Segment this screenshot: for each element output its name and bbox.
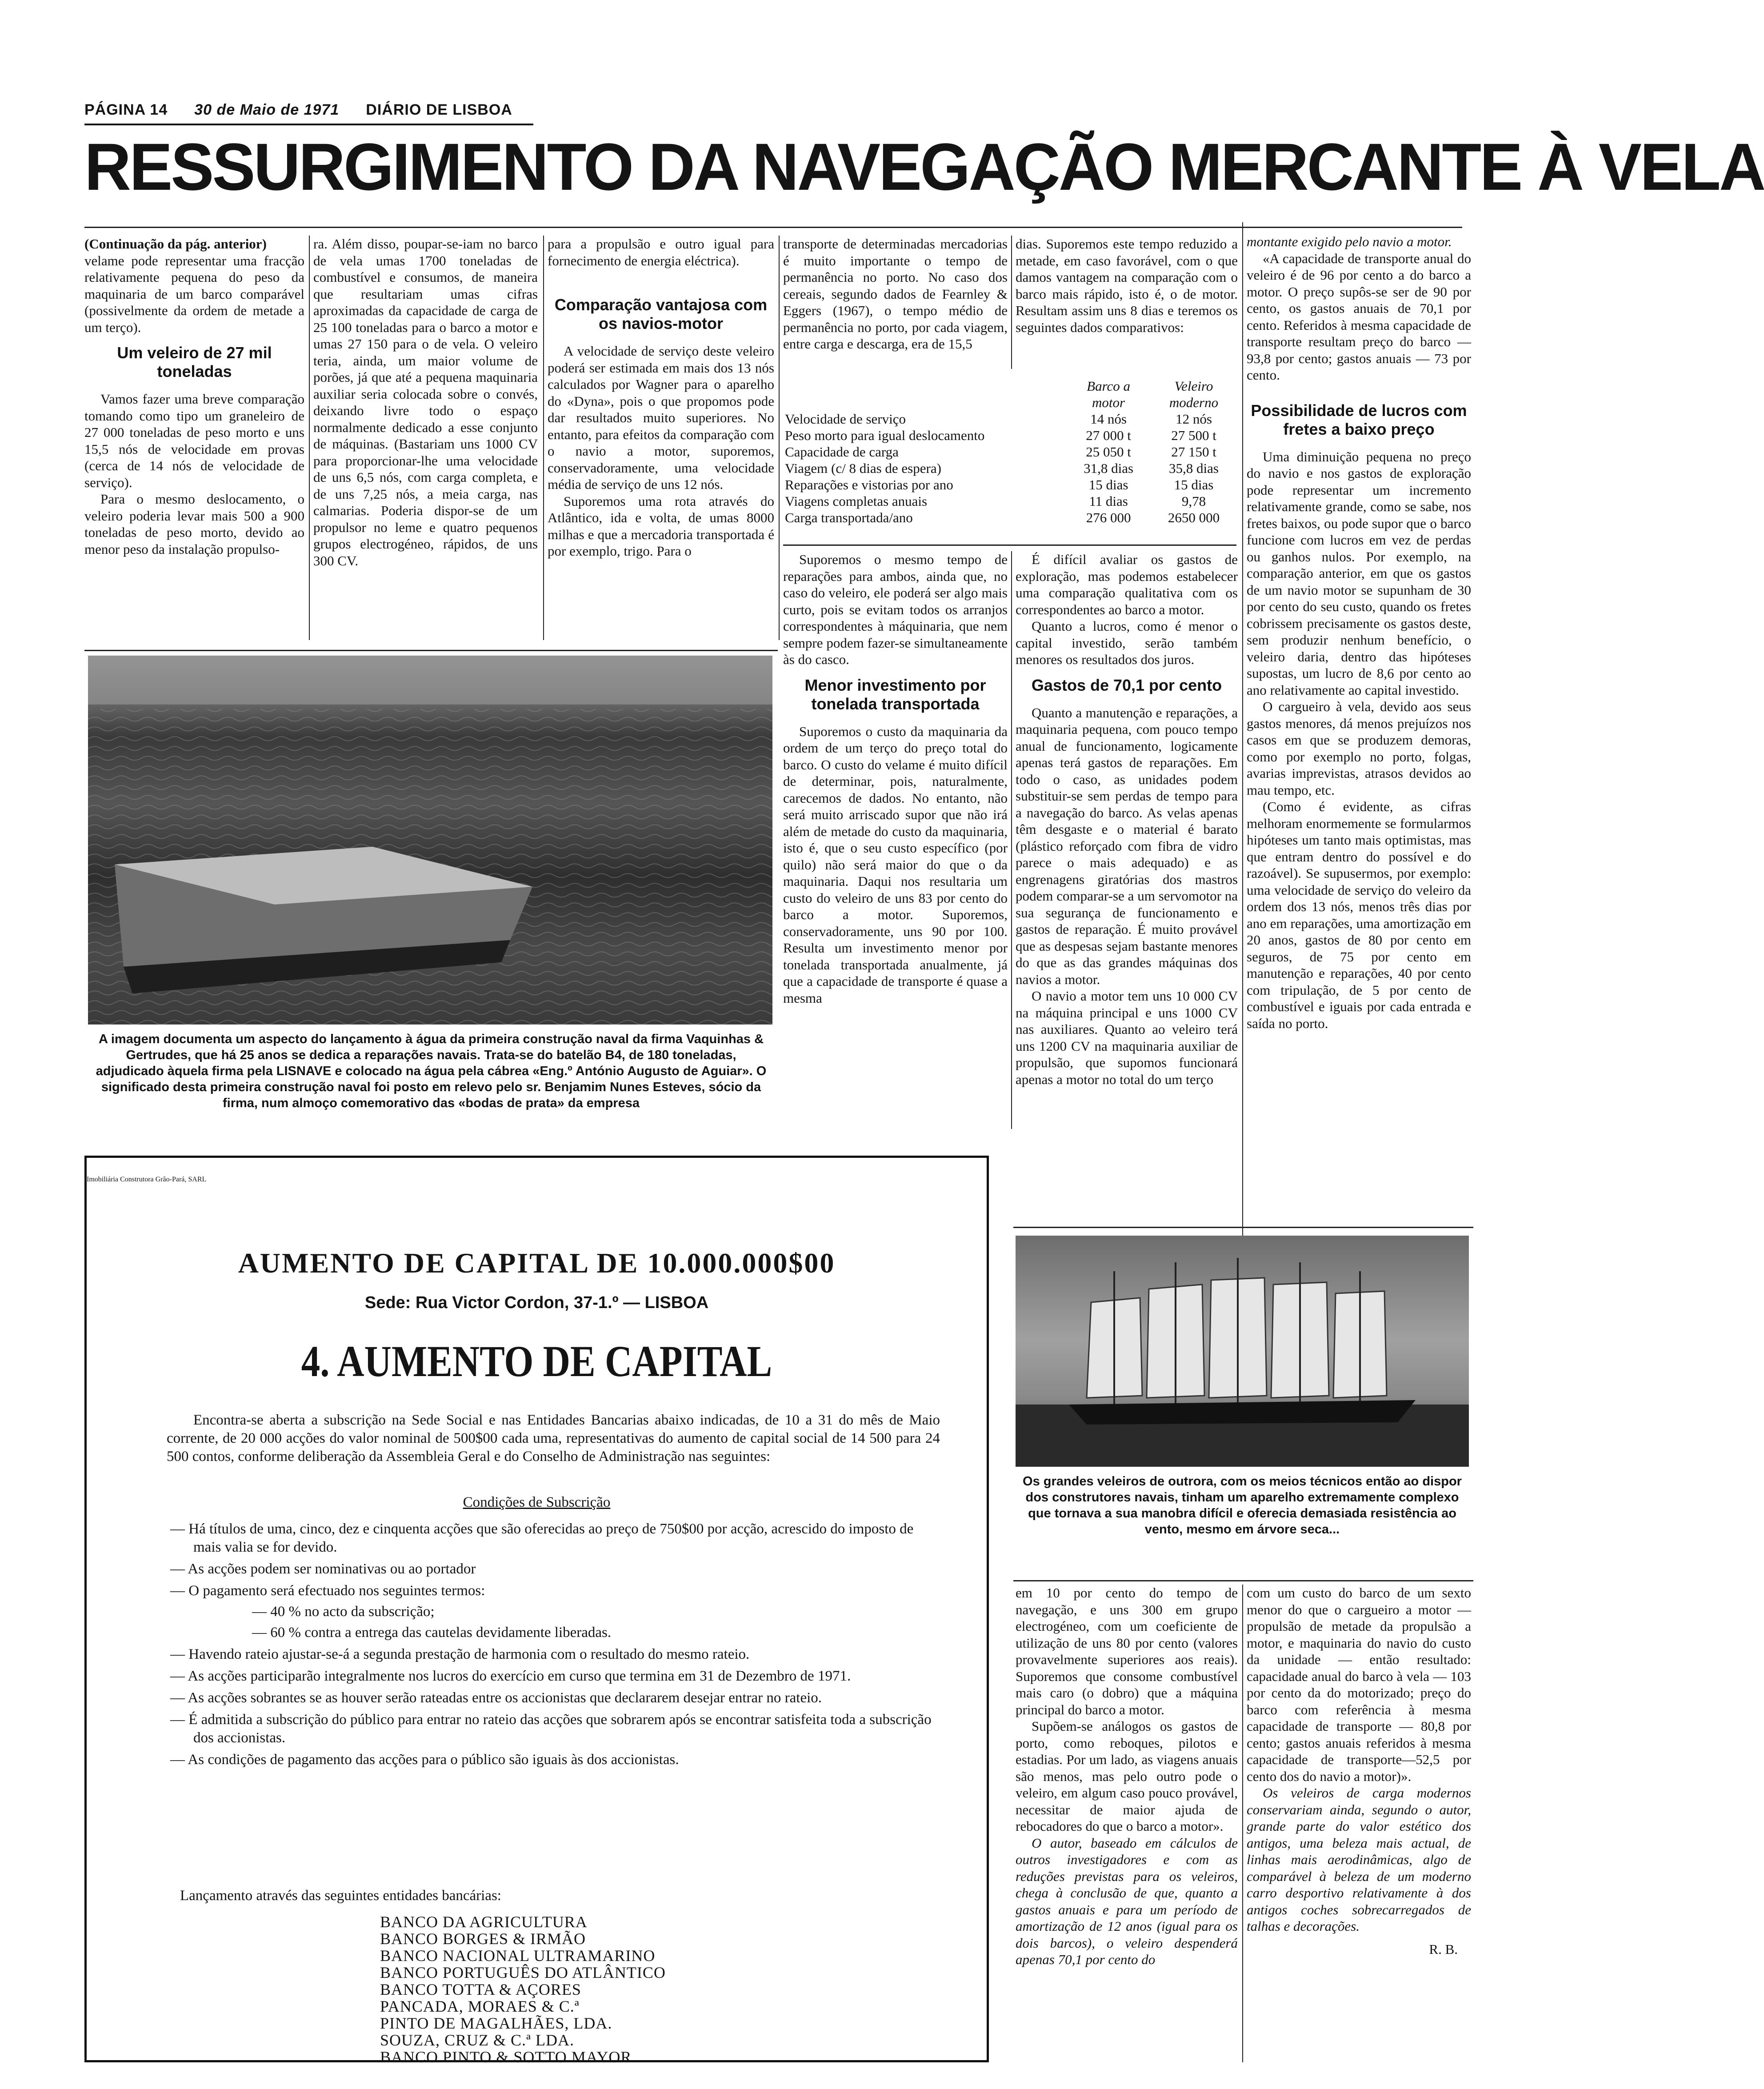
paragraph: «A capacidade de transporte anual do veleiro é de 96 por cento a do barco a motor. O preço supôs-se ser de 90 por cento, os gastos anuais de 70,1 por cento. Referidos à mesma capacidade de transporte resultam preço do barco — 93,8 por cento; gastos anuais — 73 por cento. bbox=[1247, 250, 1471, 383]
table-rule bbox=[783, 544, 1236, 546]
ad-conditions-heading: Condições de Subscrição bbox=[463, 1494, 611, 1510]
article-column-7 bbox=[783, 551, 1008, 1129]
table-cell: 11 dias bbox=[1089, 493, 1128, 509]
ad-condition: — As acções podem ser nominativas ou ao portador bbox=[170, 1561, 476, 1577]
paragraph: com um custo do barco de um sexto menor do que o cargueiro a motor — propulsão de metade da propulsão a motor, e maquinaria do navio do custo da unidade — então resultado: capacidade anual do barco à vela — 103 por cento da do motorizado; preço do barco com referência à mesma capacidade de transporte — 80,8 por cento; gastos anuais referidos à mesma capacidade de transporte—52,5 por cento dos do navio a motor)». bbox=[1247, 1585, 1471, 1784]
bank-name: PANCADA, MORAES & C.ª bbox=[380, 1997, 580, 2015]
table-row bbox=[783, 509, 1236, 526]
table-cell: 15 dias bbox=[1174, 477, 1214, 492]
photo-rule bbox=[84, 650, 778, 651]
table-row bbox=[783, 444, 1236, 460]
column-rule bbox=[779, 236, 780, 640]
subheading: Menor investimento por tonelada transportada bbox=[804, 676, 986, 713]
paragraph: montante exigido pelo navio a motor. bbox=[1247, 234, 1452, 249]
bank-name: BANCO BORGES & IRMÃO bbox=[380, 1930, 586, 1948]
photo-rule bbox=[1013, 1580, 1473, 1581]
table-label: Viagem (c/ 8 dias de espera) bbox=[785, 460, 941, 476]
table-label: Reparações e vistorias por ano bbox=[785, 477, 953, 492]
continuation-note: (Continuação da pág. anterior) bbox=[84, 236, 267, 252]
paragraph: para a propulsão e outro igual para fornecimento de energia eléctrica). bbox=[548, 236, 774, 268]
article-column-8 bbox=[1016, 551, 1238, 1209]
table-cell: 35,8 dias bbox=[1169, 460, 1219, 476]
table-label: Viagens completas anuais bbox=[785, 493, 928, 509]
table-row bbox=[783, 493, 1236, 509]
ad-subcondition: — 60 % contra a entrega das cautelas devidamente liberadas. bbox=[252, 1625, 612, 1641]
photo-caption: Os grandes veleiros de outrora, com os meios técnicos então ao dispor dos construtores navais, tinham um aparelho extremamente complexo que tornava a sua manobra difícil e oferecia demasiada resistência ao vento, mesmo em árvore seca... bbox=[1023, 1474, 1462, 1537]
paragraph: Os veleiros de carga modernos conservariam ainda, segundo o autor, grande parte do valor estético dos antigos, uma beleza mais actual, de linhas mais aerodinâmicas, algo de comparável à beleza de um moderno carro desportivo relativamente à dos antigos coches sobrecarregados de talhas e decorações. bbox=[1247, 1785, 1471, 1934]
bank-name: SOUZA, CRUZ & C.ª LDA. bbox=[380, 2031, 574, 2049]
page-header bbox=[84, 101, 539, 119]
table-cell: 31,8 dias bbox=[1084, 460, 1134, 476]
bank-name: BANCO PORTUGUÊS DO ATLÂNTICO bbox=[380, 1964, 666, 1981]
paragraph: O autor, baseado em cálculos de outros investigadores e com as reduções previstas para os veleiros, chega à conclusão de que, quanto a gastos anuais e para um período de amortização de 12 anos (igual para os dois barcos), o veleiro despenderá apenas 70,1 por cento do bbox=[1016, 1835, 1238, 1967]
comparison-table bbox=[783, 378, 1236, 526]
ad-condition: — As condições de pagamento das acções para o público são iguais às dos accionistas. bbox=[170, 1752, 679, 1768]
ad-subtitle: AUMENTO DE CAPITAL DE 10.000.000$00 bbox=[238, 1247, 836, 1279]
ad-banks-intro: Lançamento através das seguintes entidades bancárias: bbox=[180, 1888, 501, 1904]
table-row bbox=[783, 411, 1236, 427]
paragraph: O cargueiro à vela, devido aos seus gastos menores, dá menos prejuízos nos casos em que se produzem demoras, como por exemplo no porto, folgas, avarias imprevistas, atrasos devidos ao mau tempo, etc. bbox=[1247, 699, 1471, 798]
paragraph: (Como é evidente, as cifras melhoram enormemente se formularmos hipóteses um tanto mais optimistas, mas que entram dentro do possível e do razoável). Se supusermos, por exemplo: uma velocidade de serviço do veleiro da ordem dos 13 nós, menos três dias por ano em reparações, uma amortização em 20 anos, gastos de 80 por cento em seguros, de 75 por cento em manutenção e reparações, 40 por cento com tripulação, de 5 por cento de combustível e iguais por cada entrada e saída no porto. bbox=[1247, 799, 1471, 1031]
subheading: Um veleiro de 27 mil toneladas bbox=[117, 344, 272, 380]
paragraph: Suporemos o custo da maquinaria da ordem de um terço do preço total do barco. O custo do velame é muito difícil de determinar, pois, naturalmente, carecemos de dados. No entanto, não será muito arriscado supor que não irá além de metade do custo da maquinaria, isto é, que o seu custo específico (por quilo) não será maior do que o da maquinaria. Daqui nos resultaria um custo do veleiro de uns 83 por cento do barco a motor. Suporemos, conservadoramente, uns 90 por 100. Resulta um investimento menor por tonelada transportada anualmente, já que a capacidade de transporte é quase a mesma bbox=[783, 723, 1008, 1006]
photo-rule bbox=[1013, 1227, 1473, 1228]
ad-condition: — É admitida a subscrição do público para entrar no rateio das acções que sobrarem após se encontrar satisfeita toda a subscrição dos accionistas. bbox=[170, 1712, 932, 1746]
photo-caption: A imagem documenta um aspecto do lançamento à água da primeira construção naval da firma Vaquinhas & Gertrudes, que há 25 anos se dedica a reparações navais. Trata-se do batelão B4, de 180 toneladas, adjudicado àquela firma pela LISNAVE e colocado na água pela cábrea «Eng.º António Augusto de Aguiar». O significado desta primeira construção naval foi posto em relevo pelo sr. Benjamim Nunes Esteves, sócio da firma, num almoço comemorativo das «bodas de prata» da empresa bbox=[96, 1032, 767, 1110]
newspaper-name: DIÁRIO DE LISBOA bbox=[366, 101, 512, 118]
table-header-motor: Barco a motor bbox=[1087, 378, 1130, 410]
paragraph: Supõem-se análogos os gastos de porto, como reboques, pilotos e estadias. Por um lado, as viagens anuais são menos, mas pelo outro pode o veleiro, em algum caso pouco provável, necessitar de maior ajuda de rebocadores do que o barco a motor». bbox=[1016, 1718, 1238, 1834]
ad-condition: — Há títulos de uma, cinco, dez e cinquenta acções que são oferecidas ao preço de 750$00 por acção, acrescido do imposto de mais valia se for devido. bbox=[170, 1521, 914, 1555]
article-column-5 bbox=[1016, 236, 1238, 373]
headline: RESSURGIMENTO DA NAVEGAÇÃO MERCANTE À VELA bbox=[84, 129, 1764, 204]
photo-sailing-ship bbox=[1016, 1236, 1469, 1467]
ad-condition: — Havendo rateio ajustar-se-á a segunda prestação de harmonia com o resultado do mesmo rateio. bbox=[170, 1646, 750, 1662]
bank-name: PINTO DE MAGALHÃES, LDA. bbox=[380, 2014, 612, 2032]
ad-bank-list bbox=[380, 1913, 824, 2065]
paragraph: Suporemos uma rota através do Atlântico, ida e volta, de umas 8000 milhas e que a mercadoria transportada é por exemplo, trigo. Para o bbox=[548, 493, 774, 559]
table-label: Velocidade de serviço bbox=[785, 411, 906, 427]
ad-condition: — As acções participarão integralmente nos lucros do exercício em curso que termina em 31 de Dezembro de 1971. bbox=[170, 1668, 851, 1684]
ad-subcondition: — 40 % no acto da subscrição; bbox=[252, 1604, 435, 1620]
bank-name: BANCO NACIONAL ULTRAMARINO bbox=[380, 1947, 656, 1965]
column-rule bbox=[1011, 236, 1012, 369]
table-row bbox=[783, 460, 1236, 476]
column-rule bbox=[309, 236, 310, 640]
column-rule bbox=[1242, 1585, 1243, 2062]
bank-name: BANCO DA AGRICULTURA bbox=[380, 1913, 588, 1931]
headline-rule bbox=[84, 227, 1462, 228]
table-cell: 27 000 t bbox=[1086, 428, 1131, 443]
article-column-2 bbox=[313, 236, 538, 644]
subheading: Comparação vantajosa com os navios-motor bbox=[554, 296, 768, 332]
ad-address: Sede: Rua Victor Cordon, 37-1.º — LISBOA bbox=[364, 1293, 709, 1312]
ad-condition: — O pagamento será efectuado nos seguintes termos: bbox=[170, 1583, 485, 1599]
ad-heading: 4. AUMENTO DE CAPITAL bbox=[301, 1337, 772, 1386]
table-cell: 27 500 t bbox=[1171, 428, 1216, 443]
paragraph: É difícil avaliar os gastos de exploração, mas podemos estabelecer uma comparação qualitativa com os correspondentes ao barco a motor. bbox=[1016, 552, 1238, 617]
article-column-3 bbox=[548, 236, 774, 644]
article-column-4 bbox=[783, 236, 1008, 373]
column-rule bbox=[543, 236, 544, 640]
page-number: PÁGINA 14 bbox=[84, 101, 168, 118]
article-column-10 bbox=[1247, 1585, 1471, 2065]
paragraph: Uma diminuição pequena no preço do navio e nos gastos de exploração pode representar um incremento relativamente grande, como se sabe, nos fretes baixos, ou pode supor que o barco funcione com lucros em vez de perdas ou ganhos nulos. Por exemplo, na comparação anterior, em que os gastos de um navio motor se supunham de 30 por cento do seu custo, quando os fretes cobrissem precisamente os gastos deste, sem produzir nenhum benefício, o veleiro daria, dentro das hipóteses supostas, um lucro de 8,6 por cento ao ano relativamente ao capital investido. bbox=[1247, 448, 1471, 698]
article-column-9 bbox=[1016, 1585, 1238, 2065]
page-date: 30 de Maio de 1971 bbox=[194, 101, 340, 118]
table-header-sail: Veleiro moderno bbox=[1169, 378, 1219, 410]
paragraph: transporte de determinadas mercadorias é muito importante o tempo de permanência no porto. No caso dos cereais, segundo dados de Fearnley & Eggers (1967), o tempo médio de permanência no porto, por cada viagem, entre carga e descarga, era de 15,5 bbox=[783, 236, 1008, 352]
table-label: Capacidade de carga bbox=[785, 444, 899, 460]
table-cell: 276 000 bbox=[1086, 510, 1131, 525]
table-cell: 9,78 bbox=[1181, 493, 1206, 509]
table-cell: 27 150 t bbox=[1171, 444, 1216, 460]
column-rule bbox=[1242, 222, 1243, 1236]
paragraph: O navio a motor tem uns 10 000 CV na máquina principal e uns 1000 CV nas auxiliares. Quanto ao veleiro terá uns 1200 CV na maquinaria auxiliar de propulsão, que supomos funcionará apenas a motor no total do um terço bbox=[1016, 988, 1238, 1087]
bank-name: BANCO TOTTA & AÇORES bbox=[380, 1981, 581, 1998]
table-row bbox=[783, 476, 1236, 493]
paragraph: Para o mesmo deslocamento, o veleiro poderia levar mais 500 a 900 toneladas de peso morto, devido ao menor peso da instalação propulso- bbox=[84, 491, 304, 557]
paragraph: dias. Suporemos este tempo reduzido a metade, em caso favorável, com o que damos vantagem na comparação com o barco mais rápido, isto é, o de motor. Resultam assim uns 8 dias e teremos os seguintes dados comparativos: bbox=[1016, 236, 1238, 335]
barge-image bbox=[88, 656, 772, 1024]
table-label: Peso morto para igual deslocamento bbox=[785, 428, 985, 443]
photo-barge-launch bbox=[88, 656, 772, 1024]
table-cell: 2650 000 bbox=[1168, 510, 1220, 525]
ship-image bbox=[1016, 1236, 1469, 1467]
paragraph: ra. Além disso, poupar-se-iam no barco de vela umas 1700 toneladas de combustível e consumos, de maneira que resultariam umas cifras aproximadas da capacidade de carga de 25 100 toneladas para o barco a motor e umas 27 150 para o de vela. O veleiro teria, ainda, um maior volume de porões, já que até a pequena maquinaria auxiliar seria colocada sobre o convés, deixando livre todo o espaço normalmente dedicado a esse conjunto de máquinas. (Bastariam uns 1000 CV para proporcionar-lhe uma velocidade de uns 6,5 nós, com carga completa, e de uns 7,25 nós, a meia carga, nas calmarias. Poderia dispor-se de um propulsor no leme e quatro pequenos grupos electrogéneo, rápidos, de uns 300 CV. bbox=[313, 236, 538, 568]
paragraph: A velocidade de serviço deste veleiro poderá ser estimada em mais dos 13 nós calculados por Wagner para o aparelho do «Dyna», pois o que propomos pode dar resultados muito superiores. No entanto, para efeitos da comparação com o navio a motor, suporemos, conservadoramente, uma velocidade média de serviço de uns 12 nós. bbox=[548, 343, 774, 492]
ad-title: Imobiliária Construtora Grão-Pará, SARL bbox=[87, 1176, 207, 1183]
subheading: Gastos de 70,1 por cento bbox=[1031, 676, 1222, 694]
table-cell: 25 050 t bbox=[1086, 444, 1131, 460]
paragraph: velame pode representar uma fracção relativamente pequena do peso da maquinaria de um barco comparável (possivelmente da ordem de metade a um terço). bbox=[84, 252, 304, 335]
paragraph: Quanto a lucros, como é menor o capital investido, serão também menores os resultados dos juros. bbox=[1016, 618, 1238, 667]
paragraph: em 10 por cento do tempo de navegação, e uns 300 em grupo electrogéneo, com um coeficiente de utilização de uns 80 por cento (valores provavelmente superiores aos reais). Suporemos que consome combustível mais caro (o dobro) que a máquina principal do barco a motor. bbox=[1016, 1585, 1238, 1717]
bank-name: BANCO PINTO & SOTTO MAYOR bbox=[380, 2048, 632, 2066]
ad-condition: — As acções sobrantes se as houver serão rateadas entre os accionistas que declararem desejar entrar no rateio. bbox=[170, 1690, 822, 1706]
column-rule bbox=[1011, 551, 1012, 1129]
table-label: Carga transportada/ano bbox=[785, 510, 913, 525]
paragraph: Suporemos o mesmo tempo de reparações para ambos, ainda que, no caso do veleiro, ele poderá ser algo mais curto, pois se evitam todos os arranjos correspondentes à máquinaria, que nem sempre podem fazer-se simultaneamente às do casco. bbox=[783, 552, 1008, 667]
paragraph: Quanto a manutenção e reparações, a maquinaria pequena, com pouco tempo anual de funcionamento, logicamente apenas terá gastos de reparações. Em todo o caso, as unidades podem substituir-se sem perdas de tempo para a navegação do barco. As velas apenas têm desgaste e o material é barato (plástico reforçado com fibra de vidro parece o mais adequado) e as engrenagens giratórias dos mastros podem comparar-se a um servomotor na sua segurança de funcionamento e gastos de reparação. É muito provável que as despesas sejam bastante menores do que as das grandes máquinas dos navios a motor. bbox=[1016, 704, 1238, 987]
article-column-6 bbox=[1247, 233, 1471, 1233]
ad-intro: Encontra-se aberta a subscrição na Sede Social e nas Entidades Bancarias abaixo indicadas, de 10 a 31 do mês de Maio corrente, de 20 000 acções do valor nominal de 500$00 cada uma, representativas do aumento de capital social de 14 500 para 24 500 contos, conforme deliberação da Assembleia Geral e do Conselho de Administração nas seguintes: bbox=[167, 1412, 940, 1465]
subheading: Possibilidade de lucros com fretes a baixo preço bbox=[1251, 401, 1467, 438]
advertisement-box bbox=[84, 1156, 989, 2066]
signature: R. B. bbox=[1429, 1941, 1458, 1957]
table-row bbox=[783, 427, 1236, 444]
paragraph: Vamos fazer uma breve comparação tomando como tipo um graneleiro de 27 000 toneladas de peso morto e uns 15,5 nós de velocidade em provas (cerca de 14 nós de velocidade de serviço). bbox=[84, 391, 304, 490]
table-cell: 12 nós bbox=[1176, 411, 1212, 427]
header-rule bbox=[84, 124, 533, 125]
article-column-1 bbox=[84, 236, 304, 644]
table-cell: 15 dias bbox=[1088, 477, 1128, 492]
table-cell: 14 nós bbox=[1090, 411, 1127, 427]
ad-conditions-list bbox=[162, 1520, 944, 1769]
